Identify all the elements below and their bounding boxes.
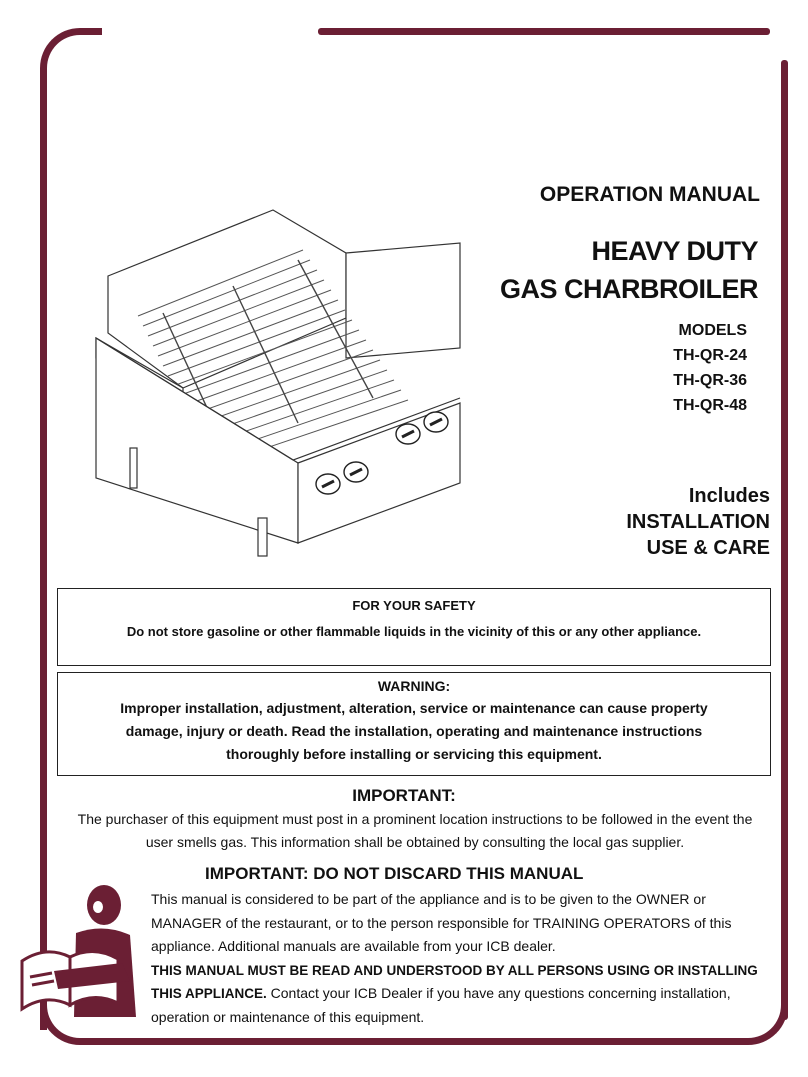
discard-body	[151, 888, 771, 1029]
important-text: The purchaser of this equipment must post in a prominent location instructions to be followed in the event the user smells gas. This information shall be obtained by consulting the local gas supplier.	[77, 811, 753, 850]
important-heading: IMPORTANT:	[352, 786, 456, 805]
product-title-line2: GAS CHARBROILER	[499, 274, 758, 304]
safety-text: Do not store gasoline or other flammable liquids in the vicinity of this or any other appliance.	[126, 624, 702, 639]
warning-text: Improper installation, adjustment, alteration, service or maintenance can cause property damage, injury or death. Read the installation, operating and maintenance instructions thoroughly before installing or servicing this equipment.	[120, 700, 708, 762]
includes-block	[626, 483, 770, 561]
includes-line1: Includes	[688, 485, 770, 507]
charbroiler-illustration	[88, 198, 468, 563]
product-title-line1: HEAVY DUTY	[591, 236, 758, 266]
safety-heading: FOR YOUR SAFETY	[352, 598, 476, 613]
frame-top-bar	[318, 28, 770, 35]
discard-para2: Contact your ICB Dealer if you have any questions concerning installation, operation or maintenance of this equipment.	[151, 985, 731, 1025]
discard-para1: This manual is considered to be part of the appliance and is to be given to the OWNER or MANAGER of the restaurant, or to the person responsible for TRAINING OPERATORS of this appliance. Additional manuals are available from your ICB dealer.	[151, 891, 732, 954]
includes-line2: INSTALLATION	[626, 511, 770, 533]
includes-line3: USE & CARE	[646, 537, 770, 559]
models-list	[673, 318, 747, 418]
operation-manual-title: OPERATION MANUAL	[539, 183, 760, 206]
discard-heading: IMPORTANT: DO NOT DISCARD THIS MANUAL	[205, 864, 584, 883]
model-item: TH-QR-24	[673, 347, 747, 364]
model-item: TH-QR-48	[673, 397, 747, 414]
safety-notice	[57, 588, 771, 666]
product-title	[500, 232, 758, 308]
frame-right-bar	[781, 60, 788, 1020]
warning-heading: WARNING:	[377, 678, 451, 694]
warning-notice	[57, 672, 771, 776]
model-item: TH-QR-36	[673, 372, 747, 389]
frame-corner-top-left	[40, 28, 102, 88]
discard-bold: THIS MANUAL MUST BE READ AND UNDERSTOOD BY ALL PERSONS USING OR INSTALLING THIS APPLIANCE.	[151, 962, 758, 1001]
person-reading-manual-icon	[18, 885, 148, 1017]
models-label: MODELS	[678, 322, 747, 339]
